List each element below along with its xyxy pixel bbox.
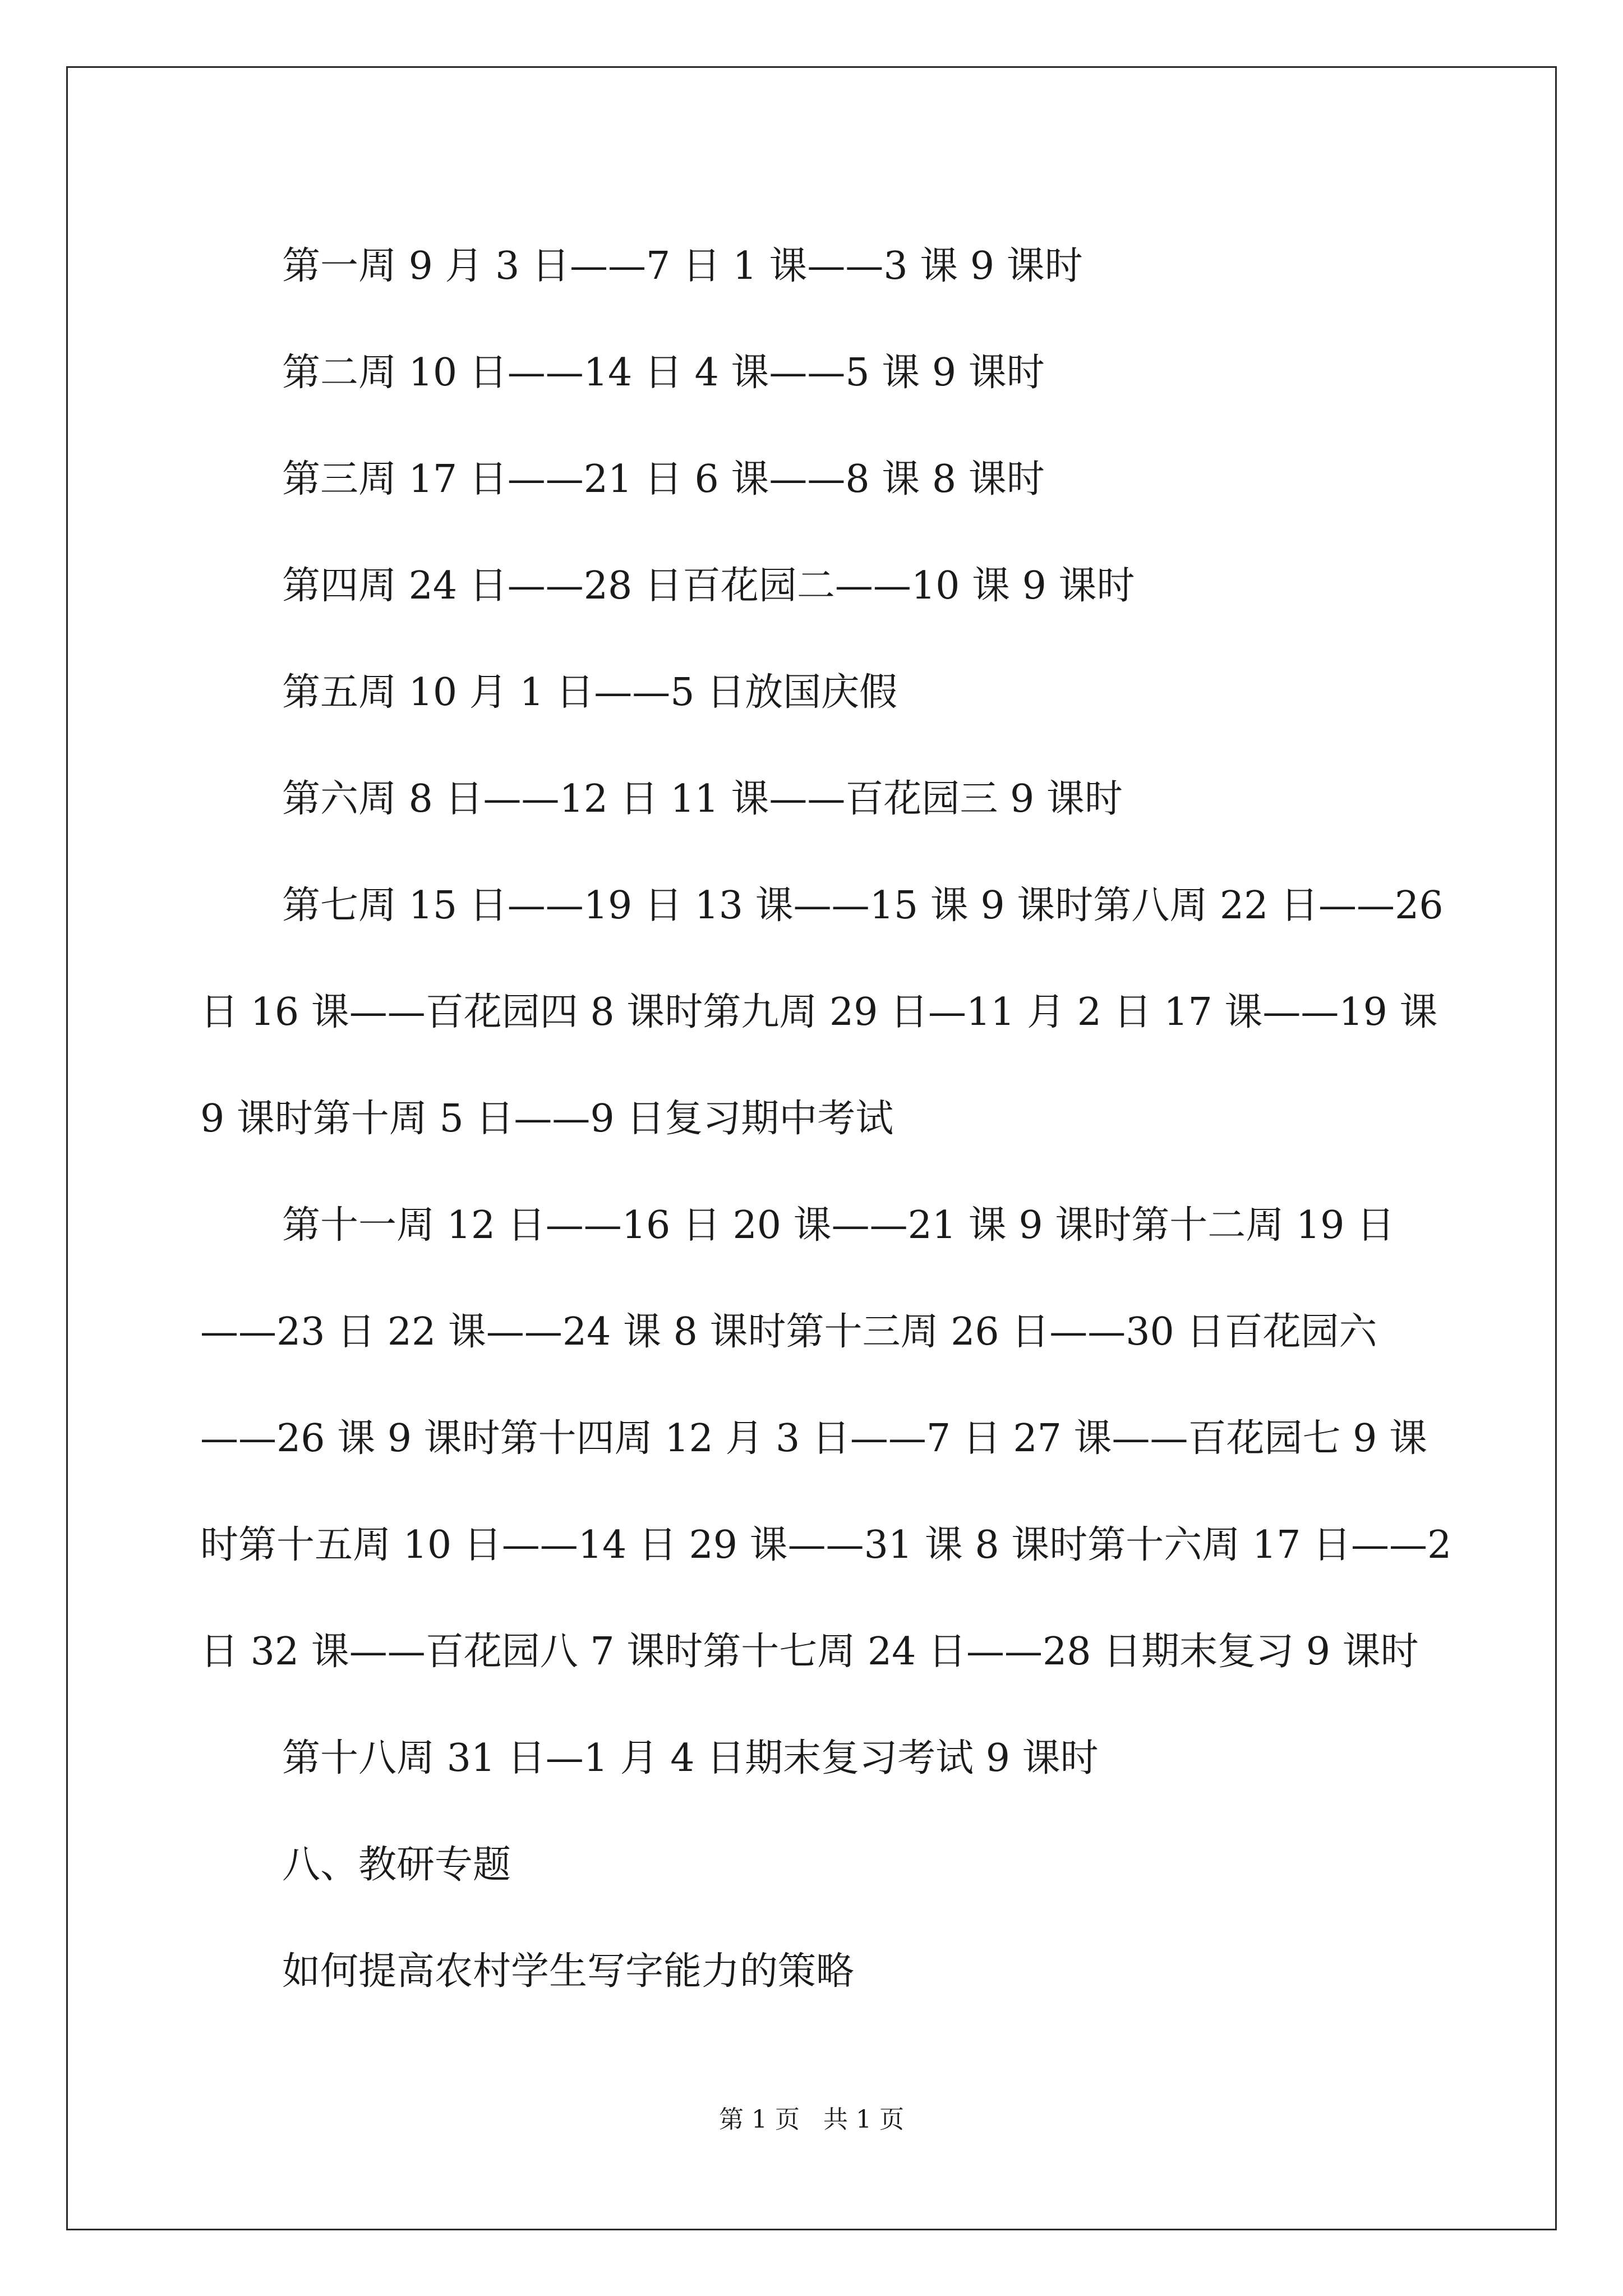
section-heading: 八、教研专题 bbox=[282, 1843, 511, 1887]
schedule-line: 第七周 15 日——19 日 13 课——15 课 9 课时第八周 22 日——26 bbox=[282, 884, 1444, 928]
schedule-line: 日 32 课——百花园八 7 课时第十七周 24 日——28 日期末复习 9 课时 bbox=[200, 1630, 1419, 1674]
schedule-line: 第五周 10 月 1 日——5 日放国庆假 bbox=[282, 670, 898, 715]
schedule-line: ——23 日 22 课——24 课 8 课时第十三周 26 日——30 日百花园六 bbox=[200, 1310, 1377, 1354]
schedule-line: 第二周 10 日——14 日 4 课——5 课 9 课时 bbox=[282, 351, 1045, 395]
schedule-line: 第三周 17 日——21 日 6 课——8 课 8 课时 bbox=[282, 457, 1045, 501]
schedule-line: 第十一周 12 日——16 日 20 课——21 课 9 课时第十二周 19 日 bbox=[282, 1203, 1395, 1248]
topic-line: 如何提高农村学生写字能力的策略 bbox=[282, 1949, 855, 1994]
page-footer: 第 1 页 共 1 页 bbox=[719, 2105, 904, 2134]
schedule-line: 时第十五周 10 日——14 日 29 课——31 课 8 课时第十六周 17 日——2 bbox=[200, 1523, 1452, 1567]
schedule-line: 9 课时第十周 5 日——9 日复习期中考试 bbox=[200, 1097, 894, 1141]
schedule-line: 第十八周 31 日—1 月 4 日期末复习考试 9 课时 bbox=[282, 1736, 1099, 1780]
schedule-line: 日 16 课——百花园四 8 课时第九周 29 日—11 月 2 日 17 课——19 课 bbox=[200, 990, 1438, 1034]
document-body bbox=[200, 213, 1452, 2025]
schedule-line: 第六周 8 日——12 日 11 课——百花园三 9 课时 bbox=[282, 777, 1123, 821]
schedule-line: 第四周 24 日——28 日百花园二——10 课 9 课时 bbox=[282, 564, 1135, 608]
schedule-line: 第一周 9 月 3 日——7 日 1 课——3 课 9 课时 bbox=[282, 244, 1083, 288]
schedule-line: ——26 课 9 课时第十四周 12 月 3 日——7 日 27 课——百花园七 9 课 bbox=[200, 1416, 1428, 1461]
